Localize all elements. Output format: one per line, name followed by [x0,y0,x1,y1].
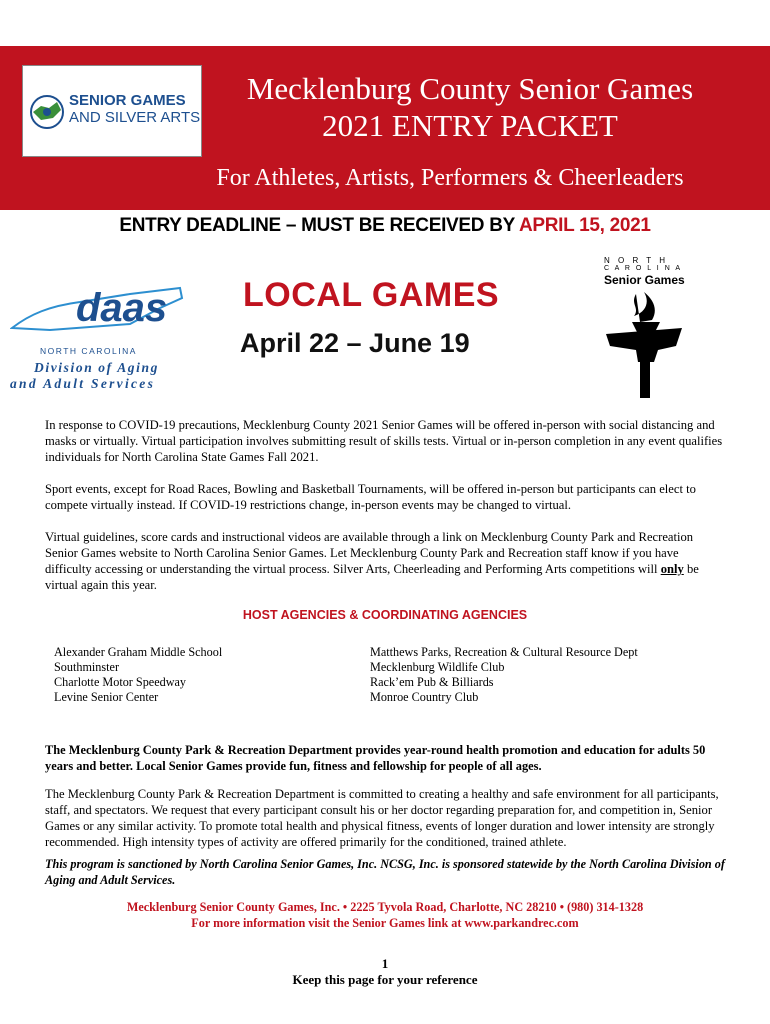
host-item: Mecklenburg Wildlife Club [370,660,505,674]
host-item: Southminster [54,660,120,674]
daas-logo [10,284,190,394]
host-item: Charlotte Motor Speedway [54,675,187,689]
entry-deadline [0,212,770,240]
virtual-guidelines-paragraph [45,529,725,593]
logo-line1: SENIOR GAMES [69,92,186,109]
daas-state: NORTH CAROLINA [40,346,137,356]
host-item: Monroe Country Club [370,690,479,704]
torch-icon [596,288,696,403]
page-subtitle: 2021 ENTRY PACKET [322,108,618,143]
host-item: Rack’em Pub & Billiards [370,675,494,689]
ncsg-line2: C A R O L I N A [604,265,682,272]
virtual-emphasis: only [660,562,684,576]
sport-events-paragraph: Sport events, except for Road Races, Bowling and Basketball Tournaments, will be offered in-person but participants can elect to compete virtually instead. If COVID-19 restrictions change, in-person events may be changed to virtual. [45,482,696,512]
local-games-title: LOCAL GAMES [243,276,500,314]
host-list-right [370,645,638,705]
virtual-text-after: be virtual again this year. [45,562,699,592]
audience-line: For Athletes, Artists, Performers & Cheerleaders [216,165,684,191]
safety-paragraph: The Mecklenburg County Park & Recreation Department is committed to creating a healthy and safe environment for all participants, staff, and spectators. We request that every participant consult his or her doctor regarding preparation for, and competition in, Senior Games or any similar activity. To promote total health and physical fitness, events of longer duration and lower intensity are strongly recommended. High intensity types of activity are offered primarily for the conditioned, trained athlete. [45,787,719,849]
senior-games-logo [22,65,202,157]
host-list-left [54,645,222,705]
nc-state-emblem-icon [27,82,67,142]
covid-paragraph: In response to COVID-19 precautions, Mecklenburg County 2021 Senior Games will be offered in-person with social distancing and masks or virtually. Virtual participation involves submitting result of skills tests. Virtual or in-person completion in any event qualifies individuals for North Carolina State Games Fall 2021. [45,418,723,464]
ncsg-line3: Senior Games [604,273,685,287]
logo-line2: AND SILVER ARTS [69,109,201,126]
nc-senior-games-logo [596,254,696,404]
deadline-date: APRIL 15, 2021 [518,215,651,236]
footer-note: Keep this page for your reference [292,972,478,987]
host-agencies-heading: HOST AGENCIES & COORDINATING AGENCIES [242,608,528,622]
daas-line1: Division of Aging [34,360,159,375]
contact-website: For more information visit the Senior Games link at www.parkandrec.com [191,916,579,930]
host-item: Alexander Graham Middle School [54,645,223,659]
sanction-paragraph: This program is sanctioned by North Carolina Senior Games, Inc. NCSG, Inc. is sponsored statewide by the North Carolina Division of Aging and Adult Services. [45,857,725,887]
contact-address: Mecklenburg Senior County Games, Inc. • 2225 Tyvola Road, Charlotte, NC 28210 • (980) 314-1328 [126,900,644,914]
page-number: 1 [381,956,389,971]
virtual-text-before: Virtual guidelines, score cards and instructional videos are available through a link on Mecklenburg County Park and Recreation Senior Games website to North Carolina Senior Games. Let Mecklenburg County Park and Recreation staff know if you have difficulty accessing or understanding the virtual process. Silver Arts, Cheerleading and Performing Arts competitions will [45,530,694,576]
local-games-dates: April 22 – June 19 [240,328,470,358]
logo-text [69,92,200,126]
ncsg-line1: N O R T H [604,256,669,265]
daas-line2: and Adult Services [10,376,156,391]
daas-wordmark: daas [76,286,168,330]
host-item: Matthews Parks, Recreation & Cultural Resource Dept [370,645,638,659]
deadline-prefix: ENTRY DEADLINE – MUST BE RECEIVED BY [119,215,519,236]
page-title: Mecklenburg County Senior Games [246,71,694,106]
host-item: Levine Senior Center [54,690,159,704]
health-promotion-paragraph: The Mecklenburg County Park & Recreation Department provides year-round health promotion and education for adults 50 years and better. Local Senior Games provide fun, fitness and fellowship for people of all ages. [45,743,706,773]
